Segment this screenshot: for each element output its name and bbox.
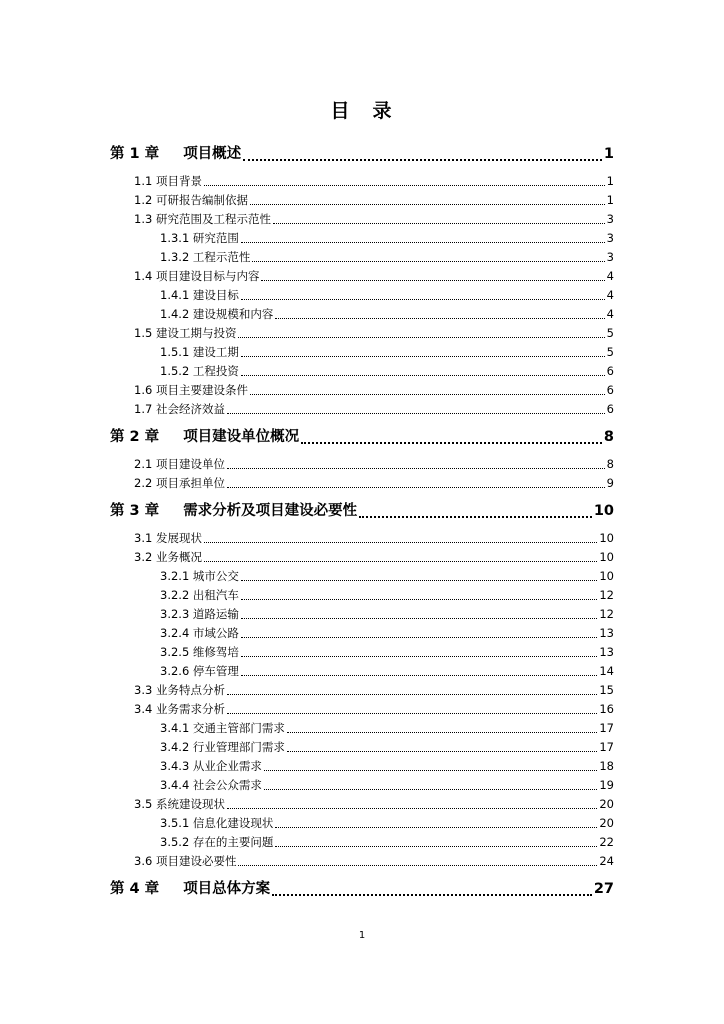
toc-chapter-entry[interactable] — [110, 425, 614, 449]
toc-entry[interactable] — [110, 643, 614, 662]
toc-entry-label — [160, 624, 239, 643]
toc-entry-label — [134, 191, 248, 210]
dot-leader — [227, 681, 597, 695]
toc-entry[interactable] — [110, 286, 614, 305]
toc-entry[interactable] — [110, 852, 614, 871]
toc-entry-label — [160, 738, 285, 757]
toc-page-number: 17 — [599, 721, 614, 735]
toc-entry-label — [134, 795, 225, 814]
dot-leader — [227, 795, 597, 809]
toc-entry-label — [160, 643, 239, 662]
dot-leader — [204, 529, 597, 543]
dot-leader — [250, 381, 605, 395]
toc-page-number: 20 — [599, 797, 614, 811]
toc-entry-label — [134, 381, 248, 400]
toc-entry-text: 项目总体方案 — [183, 881, 271, 897]
toc-entry-label — [160, 248, 250, 267]
dot-leader — [241, 362, 605, 376]
toc-page-number: 24 — [599, 854, 614, 868]
toc-chapter-entry[interactable] — [110, 499, 614, 523]
toc-entry-label — [134, 455, 225, 474]
toc-entry[interactable] — [110, 624, 614, 643]
toc-page-number: 17 — [599, 740, 614, 754]
toc-entry-text: 1.7 社会经济效益 — [134, 402, 225, 416]
chapter-number: 第 4 章 — [110, 881, 160, 897]
toc-page-number: 1 — [603, 146, 614, 162]
toc-entry[interactable] — [110, 548, 614, 567]
chapter-number: 第 2 章 — [110, 429, 160, 445]
toc-page-number: 3 — [606, 212, 614, 226]
dot-leader — [261, 267, 604, 281]
toc-page-number: 22 — [599, 835, 614, 849]
dot-leader — [241, 624, 597, 638]
toc-entry-label — [160, 567, 239, 586]
toc-entry[interactable] — [110, 662, 614, 681]
toc-entry-label — [134, 267, 259, 286]
page-title: 目 录 — [330, 100, 394, 122]
toc-page-number: 20 — [599, 816, 614, 830]
toc-entry-text: 1.5.2 工程投资 — [160, 364, 239, 378]
dot-leader — [287, 738, 597, 752]
toc-entry-text: 1.4.2 建设规模和内容 — [160, 307, 274, 321]
toc-page-number: 3 — [606, 231, 614, 245]
toc-page-number: 5 — [606, 326, 614, 340]
toc-entry[interactable] — [110, 833, 614, 852]
toc-entry-text: 2.1 项目建设单位 — [134, 457, 225, 471]
toc-entry-label — [134, 324, 236, 343]
toc-entry-text: 3.2.6 停车管理 — [160, 664, 239, 678]
toc-entry-text: 需求分析及项目建设必要性 — [183, 503, 358, 519]
toc-entry[interactable] — [110, 305, 614, 324]
toc-entry-label — [134, 700, 225, 719]
toc-page-number: 12 — [599, 607, 614, 621]
toc-page-number: 13 — [599, 645, 614, 659]
dot-leader — [227, 474, 605, 488]
toc-entry[interactable] — [110, 474, 614, 493]
toc-entry-label — [160, 362, 239, 381]
toc-page-number: 10 — [593, 503, 614, 519]
dot-leader — [272, 877, 592, 896]
dot-leader — [301, 425, 602, 444]
toc-entry-label — [134, 548, 202, 567]
toc-entry-label — [160, 286, 239, 305]
toc-entry[interactable] — [110, 814, 614, 833]
dot-leader — [275, 305, 604, 319]
dot-leader — [241, 229, 605, 243]
toc-page-number: 15 — [599, 683, 614, 697]
toc-entry-text: 3.5.2 存在的主要问题 — [160, 835, 274, 849]
toc-page-number: 3 — [606, 250, 614, 264]
toc-entry-text: 3.4.3 从业企业需求 — [160, 759, 262, 773]
toc-page-number: 1 — [606, 174, 614, 188]
dot-leader — [241, 586, 597, 600]
dot-leader — [275, 833, 597, 847]
toc-entry-text: 3.2.2 出租汽车 — [160, 588, 239, 602]
toc-entry-label — [160, 833, 273, 852]
dot-leader — [264, 776, 597, 790]
toc-entry-text: 1.5.1 建设工期 — [160, 345, 239, 359]
toc-page-number: 18 — [599, 759, 614, 773]
toc-chapter-entry[interactable] — [110, 142, 614, 166]
toc-entry[interactable] — [110, 529, 614, 548]
toc-chapter-entry[interactable] — [110, 877, 614, 901]
toc-entry-label — [110, 499, 357, 523]
toc-entry-label — [134, 474, 225, 493]
dot-leader — [241, 286, 605, 300]
toc-entry-text: 1.3.2 工程示范性 — [160, 250, 251, 264]
dot-leader — [359, 499, 592, 518]
toc-entry-text: 1.6 项目主要建设条件 — [134, 383, 248, 397]
toc-entry[interactable] — [110, 605, 614, 624]
page-number: 1 — [358, 930, 366, 941]
dot-leader — [264, 757, 597, 771]
toc-entry-label — [110, 877, 270, 901]
toc-entry[interactable] — [110, 719, 614, 738]
toc-entry[interactable] — [110, 700, 614, 719]
toc-page-number: 16 — [599, 702, 614, 716]
toc-entry-label — [110, 142, 241, 166]
chapter-number: 第 3 章 — [110, 503, 160, 519]
dot-leader — [287, 719, 597, 733]
table-of-contents — [110, 136, 614, 907]
dot-leader — [241, 605, 597, 619]
toc-entry-label — [134, 852, 236, 871]
dot-leader — [204, 548, 597, 562]
toc-entry-label — [160, 229, 239, 248]
toc-entry-text: 3.2 业务概况 — [134, 550, 202, 564]
toc-entry[interactable] — [110, 381, 614, 400]
toc-page-number: 10 — [599, 550, 614, 564]
toc-entry[interactable] — [110, 267, 614, 286]
toc-entry-label — [160, 757, 262, 776]
dot-leader — [227, 400, 605, 414]
toc-entry-text: 2.2 项目承担单位 — [134, 476, 225, 490]
dot-leader — [273, 210, 605, 224]
toc-entry-text: 项目概述 — [183, 146, 242, 162]
toc-page-number: 6 — [606, 383, 614, 397]
dot-leader — [227, 700, 597, 714]
toc-entry[interactable] — [110, 567, 614, 586]
toc-entry-label — [134, 400, 225, 419]
toc-entry[interactable] — [110, 191, 614, 210]
toc-entry-label — [134, 210, 271, 229]
toc-entry[interactable] — [110, 795, 614, 814]
toc-page-number: 4 — [606, 269, 614, 283]
toc-entry-text: 1.1 项目背景 — [134, 174, 202, 188]
toc-entry[interactable] — [110, 362, 614, 381]
toc-entry-text: 3.5 系统建设现状 — [134, 797, 225, 811]
dot-leader — [252, 248, 604, 262]
toc-entry[interactable] — [110, 324, 614, 343]
toc-entry[interactable] — [110, 210, 614, 229]
toc-page-number: 12 — [599, 588, 614, 602]
dot-leader — [243, 142, 602, 161]
dot-leader — [227, 455, 605, 469]
toc-entry-label — [160, 776, 262, 795]
toc-entry-text: 3.3 业务特点分析 — [134, 683, 225, 697]
dot-leader — [238, 852, 597, 866]
toc-entry-text: 3.1 发展现状 — [134, 531, 202, 545]
chapter-number: 第 1 章 — [110, 146, 160, 162]
toc-entry-text: 3.4.1 交通主管部门需求 — [160, 721, 285, 735]
toc-entry[interactable] — [110, 757, 614, 776]
toc-entry-text: 3.5.1 信息化建设现状 — [160, 816, 274, 830]
toc-entry-label — [160, 305, 273, 324]
toc-page-number: 9 — [606, 476, 614, 490]
toc-page-number: 8 — [603, 429, 614, 445]
toc-page-number: 14 — [599, 664, 614, 678]
toc-page-number: 10 — [599, 531, 614, 545]
toc-entry-text: 3.2.4 市域公路 — [160, 626, 239, 640]
toc-page-number: 8 — [606, 457, 614, 471]
toc-entry-text: 3.2.3 道路运输 — [160, 607, 239, 621]
toc-page-number: 4 — [606, 307, 614, 321]
dot-leader — [250, 191, 605, 205]
toc-entry-text: 项目建设单位概况 — [183, 429, 300, 445]
toc-entry-text: 3.4 业务需求分析 — [134, 702, 225, 716]
toc-entry-label — [160, 719, 285, 738]
dot-leader — [241, 343, 605, 357]
toc-entry-label — [134, 529, 202, 548]
toc-entry-text: 1.5 建设工期与投资 — [134, 326, 237, 340]
toc-page-number: 10 — [599, 569, 614, 583]
toc-entry[interactable] — [110, 343, 614, 362]
toc-entry-text: 1.4.1 建设目标 — [160, 288, 239, 302]
toc-entry-label — [160, 586, 239, 605]
toc-page-number: 13 — [599, 626, 614, 640]
toc-entry[interactable] — [110, 172, 614, 191]
toc-entry-text: 3.2.5 维修驾培 — [160, 645, 239, 659]
toc-entry[interactable] — [110, 681, 614, 700]
toc-entry-text: 3.4.4 社会公众需求 — [160, 778, 262, 792]
toc-entry-label — [110, 425, 299, 449]
toc-entry[interactable] — [110, 738, 614, 757]
toc-page-number: 27 — [593, 881, 614, 897]
toc-page-number: 5 — [606, 345, 614, 359]
dot-leader — [204, 172, 605, 186]
toc-entry[interactable] — [110, 776, 614, 795]
dot-leader — [238, 324, 604, 338]
toc-entry[interactable] — [110, 586, 614, 605]
dot-leader — [275, 814, 597, 828]
toc-entry-text: 3.6 项目建设必要性 — [134, 854, 237, 868]
dot-leader — [241, 567, 597, 581]
toc-page-number: 4 — [606, 288, 614, 302]
toc-entry-label — [160, 662, 239, 681]
toc-page-number: 6 — [606, 402, 614, 416]
toc-entry[interactable] — [110, 229, 614, 248]
toc-entry[interactable] — [110, 455, 614, 474]
toc-page-number: 19 — [599, 778, 614, 792]
toc-page-number: 6 — [606, 364, 614, 378]
toc-entry-label — [160, 814, 273, 833]
toc-entry-text: 1.4 项目建设目标与内容 — [134, 269, 260, 283]
toc-entry-text: 1.3 研究范围及工程示范性 — [134, 212, 271, 226]
toc-entry-text: 1.2 可研报告编制依据 — [134, 193, 248, 207]
toc-entry-label — [134, 681, 225, 700]
dot-leader — [241, 643, 597, 657]
toc-entry-text: 3.2.1 城市公交 — [160, 569, 239, 583]
toc-entry-label — [160, 343, 239, 362]
toc-entry[interactable] — [110, 400, 614, 419]
dot-leader — [241, 662, 597, 676]
toc-entry-label — [160, 605, 239, 624]
toc-entry-text: 3.4.2 行业管理部门需求 — [160, 740, 285, 754]
toc-page-number: 1 — [606, 193, 614, 207]
toc-entry-text: 1.3.1 研究范围 — [160, 231, 239, 245]
toc-entry-label — [134, 172, 202, 191]
toc-entry[interactable] — [110, 248, 614, 267]
